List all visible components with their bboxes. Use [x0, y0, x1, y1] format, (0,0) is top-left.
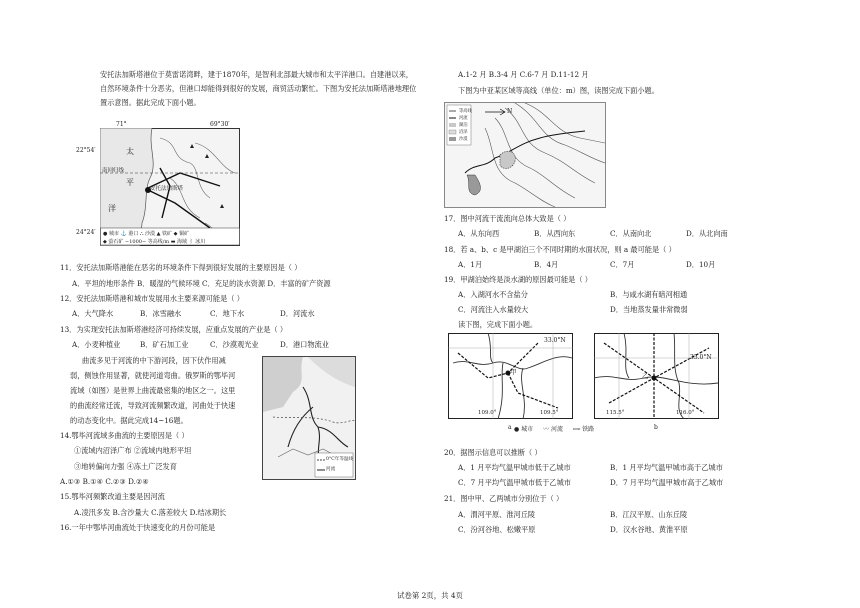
map4-b	[594, 333, 719, 438]
map1-city-label: 安托法加斯塔	[150, 186, 184, 192]
map4-a	[448, 333, 573, 438]
q19-opt-c: C．河流注入水量较大	[458, 305, 529, 314]
q13-opt-c: C．沙漠观光业	[210, 340, 259, 349]
map4-legend	[514, 425, 664, 435]
q21-opt-b: B．江汉平原、山东丘陵	[610, 510, 688, 519]
passage4: 读下图，完成下面小题。	[458, 320, 538, 329]
q19: 19．甲湖泊始终是淡水湖的原因最可能是（ ）	[444, 275, 592, 284]
ob-river-map	[262, 356, 356, 480]
map4-a-caption: a	[508, 424, 512, 431]
q21: 21．图中甲、乙两城市分别位于（ ）	[444, 494, 564, 503]
q20: 20．据图示信息可以推断（ ）	[444, 448, 542, 457]
legend-rail-label: 铁路	[582, 426, 595, 433]
map4-a-lon-2: 109.5°	[540, 410, 559, 416]
q17-opt-d: D．从北向南	[686, 229, 728, 238]
q13: 13．为实现安托法加斯塔港经济可持续发展，应重点发展的产业是（ ）	[60, 325, 288, 334]
map3-legend-contour: 等高线	[459, 109, 472, 114]
map4-a-lat: 33.0°N	[544, 337, 566, 344]
map1-lon-b: 69°30′	[210, 121, 230, 128]
map1-lon-a: 71°	[116, 121, 127, 128]
map4-b-graphic	[594, 333, 719, 419]
q17: 17．图中河流干流流向总体大致是（ ）	[444, 214, 571, 223]
intro-line-3: 置示意图。据此完成下面小题。	[100, 98, 201, 107]
map1-lat-a: 22°54′	[76, 147, 96, 154]
map3-legend-lake: 湖泊	[459, 123, 468, 128]
q19-opt-a: A．入湖河水不含盐分	[458, 290, 528, 299]
q14: 14.鄂毕河流域多曲流的主要原因是（ ）	[60, 431, 189, 440]
q12: 12．安托法加斯塔港和城市发展用水主要来源可能是（ ）	[60, 294, 244, 303]
passage3: 下图为中亚某区域等高线（单位：m）图，读图完成下面小题。	[458, 86, 659, 95]
q15: 15.鄂毕河频繁改道主要是因河流	[60, 492, 165, 501]
q14-line-1: ①流域内沼泽广布 ②流域内地形平坦	[74, 446, 192, 455]
legend-city-icon: ●	[514, 426, 520, 433]
q18-opt-a: A．1月	[458, 260, 483, 269]
q12-opt-d: D．河流水	[280, 309, 315, 318]
map3-north-label: N	[507, 108, 513, 115]
q13-opt-b: B．矿石加工业	[140, 340, 189, 349]
map1-sea-1: 太	[126, 147, 134, 156]
page-footer: 试卷第 2页，共 4页	[397, 591, 463, 600]
map4-b-lat: 33.0°N	[690, 354, 712, 361]
q19-opt-b: B．与咸水湖有暗河相通	[610, 290, 688, 299]
legend-rail-icon: ┅┅	[572, 426, 581, 433]
map3-legend-swamp: 沼泽	[459, 130, 468, 135]
map1-lat-b: 24°24′	[76, 229, 96, 236]
map1-legend-1: ● 城市 ⚓ 港口 ⛬ 沙漠 ▲ 铁矿 ◆ 铜矿	[103, 231, 190, 237]
map2-legend-2: 河流	[326, 467, 336, 472]
q21-opt-d: D．汉水谷地、黄淮平原	[610, 525, 688, 534]
q18-opt-d: D．10月	[686, 260, 716, 269]
q21-opt-c: C．汾河谷地、松嫩平原	[458, 525, 536, 534]
q13-opt-d: D．港口物流业	[280, 340, 329, 349]
passage2-line-5: 的动态变化中。据此完成14~16题。	[70, 416, 188, 425]
intro-line-2: 自然环境条件十分恶劣，但港口却能得到很好的发展，商贸活动繁忙。下图为安托法加斯塔港地理位	[100, 84, 417, 93]
map3-graphic	[445, 103, 605, 207]
q15-options: A.凌汛多发 B.含沙量大 C.落差较大 D.结冰期长	[74, 508, 227, 517]
q12-opt-c: C．地下水	[210, 309, 245, 318]
q19-opt-d: D．当地蒸发量非常微弱	[610, 305, 688, 314]
map1-tropic-label: 南回归线	[102, 168, 125, 174]
q17-opt-c: C．从南向北	[610, 229, 652, 238]
map1-sea-2: 平	[126, 178, 134, 187]
legend-city-label: 城市	[521, 426, 534, 433]
legend-river-label: 河流	[551, 426, 564, 433]
passage2-line-1: 曲流多见于河流的中下游河段，因下伏作用减	[82, 356, 226, 365]
q20-opt-b: B．1 月平均气温甲城市高于乙城市	[610, 463, 723, 472]
map3-legend-desert: 沙漠	[459, 137, 468, 142]
q11: 11．安托法加斯塔港能在恶劣的环境条件下得到很好发展的主要原因是（ ）	[60, 263, 302, 272]
q16-options: A.1-2 月 B.3-4 月 C.6-7 月 D.11-12 月	[458, 70, 589, 79]
map4-b-city: 乙	[642, 372, 649, 380]
q20-opt-c: C．7 月平均气温甲城市低于乙城市	[458, 478, 571, 487]
q18: 18．若 a、b、c 是甲湖泊三个不同时期的水面状况，则 a 最可能是（ ）	[444, 245, 676, 254]
q20-opt-a: A．1 月平均气温甲城市低于乙城市	[458, 463, 571, 472]
map1-sea-3: 洋	[108, 204, 116, 213]
map4-a-city: 甲	[510, 368, 517, 376]
map3-legend-river: 河流	[459, 116, 468, 121]
intro-line-1: 安托法加斯塔港位于莫雷诺湾畔，建于1870年，是智利北部最大城市和太平洋港口。自建港以来，	[100, 70, 413, 79]
q14-options: A.①③ B.①④ C.②③ D.②④	[60, 477, 149, 486]
antofagasta-map	[76, 120, 240, 250]
q18-opt-b: B．4月	[534, 260, 559, 269]
q16: 16.一年中鄂毕河曲流处于快速变化的月份可能是	[60, 523, 216, 532]
q12-opt-b: B．冰雪融水	[140, 309, 182, 318]
map4-b-lon-2: 116.0°	[676, 410, 695, 416]
q18-opt-c: C．7月	[610, 260, 635, 269]
map2-legend-1: 0°C年等温线	[326, 457, 354, 462]
passage2-line-4: 的曲流经常迁流，导致河流频繁改道，河曲处于快速	[70, 401, 236, 410]
q14-line-2: ③地转偏向力强 ④冻土广泛发育	[74, 462, 177, 471]
q12-opt-a: A．大气降水	[72, 309, 114, 318]
passage2-line-3: 流域（如图）是世界上曲流最密集的地区之一。这里	[70, 386, 236, 395]
q17-opt-a: A．从东向西	[458, 229, 500, 238]
q13-opt-a: A．小麦种植业	[72, 340, 121, 349]
map4-b-caption: b	[654, 424, 658, 431]
map1-legend-2: ◆ 萤石矿 −1000− 等高线/m ▬ 海域 ⌇ 冰川	[103, 239, 206, 245]
q17-opt-b: B．从西向东	[534, 229, 576, 238]
legend-river-icon: 〰	[543, 426, 550, 433]
q11-options: A．平坦的地形条件 B．暖湿的气候环境 C．充足的淡水资源 D．丰富的矿产资源	[72, 279, 331, 288]
central-asia-contour-map	[444, 102, 606, 208]
map4-b-lon-1: 115.5°	[606, 410, 625, 416]
map4-a-lon-1: 109.0°	[478, 410, 497, 416]
q21-opt-a: A．渭河平原、淮河丘陵	[458, 510, 536, 519]
q20-opt-d: D．7 月平均气温甲城市高于乙城市	[610, 478, 724, 487]
passage2-line-2: 弱，侧蚀作用显著，就使河道弯曲。俄罗斯的鄂毕河	[70, 371, 236, 380]
